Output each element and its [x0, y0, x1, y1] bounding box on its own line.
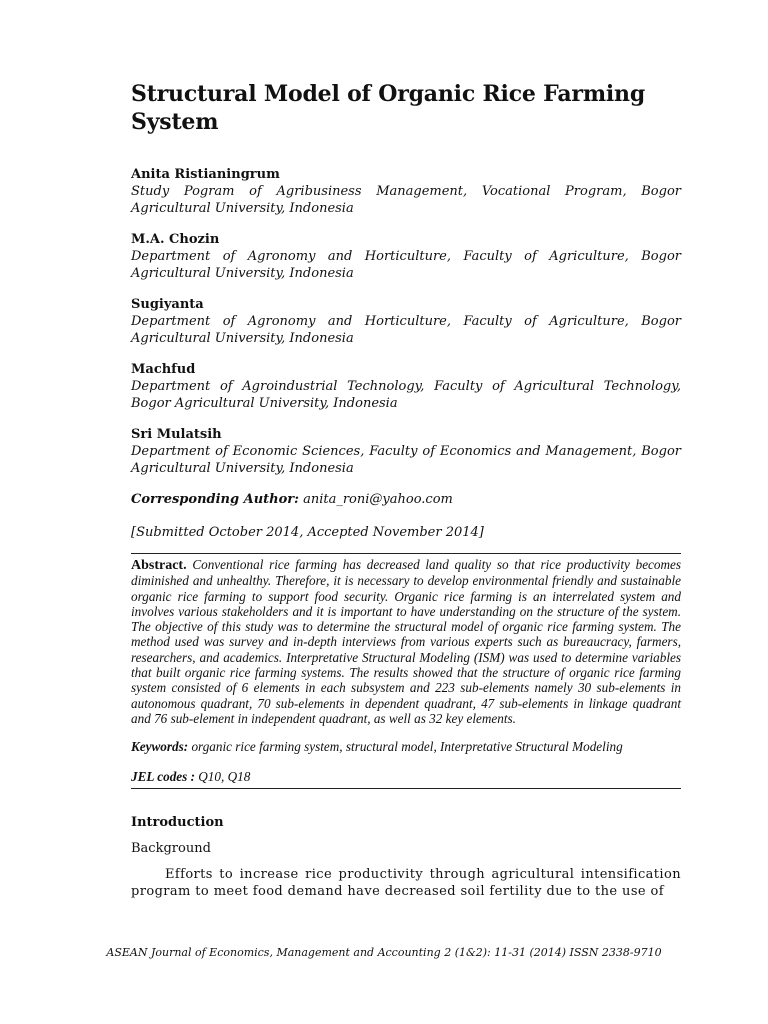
affiliation-inst: , Bogor Agricultural University, Indonesia — [131, 184, 681, 216]
jel-codes — [131, 769, 681, 785]
author-name: Sugiyanta — [131, 297, 204, 312]
affiliation-dept: Department of Agronomy and Horticulture, Faculty of Agriculture, Bogor Agricultural University, Indonesia — [131, 249, 681, 281]
divider — [131, 553, 681, 554]
paper-title: Structural Model of Organic Rice Farming System — [131, 81, 646, 135]
affiliation-inst: , Faculty of Agriculture, Bogor Agricultural University, Indonesia — [131, 314, 681, 346]
abstract — [131, 557, 681, 726]
affiliation-dept: Department of Agroindustrial Technology — [131, 379, 421, 394]
abstract-label: Abstract. — [131, 558, 187, 573]
divider — [131, 788, 681, 789]
author-name: Machfud — [131, 362, 196, 377]
author-block — [131, 231, 681, 282]
corresponding-author — [131, 491, 681, 508]
keywords-label: Keywords: — [131, 739, 189, 755]
author-name: M.A. Chozin — [131, 232, 220, 247]
journal-footer: ASEAN Journal of Economics, Management and Accounting 2 (1&2): 11-31 (2014) ISSN 2338-9710 — [106, 946, 662, 959]
author-affiliation — [131, 183, 681, 217]
affiliation-inst: , Faculty of Agricultural Technology, Bogor Agricultural University, Indonesia — [131, 379, 682, 411]
corresponding-email[interactable]: anita_roni@yahoo.com — [303, 492, 453, 507]
jel-label: JEL codes : — [131, 769, 195, 785]
affiliation-dept: Department of Economic Sciences — [131, 444, 361, 459]
affiliation-dept: Study Pogram of Agribusiness Management, Vocational Program — [131, 184, 623, 199]
corresponding-label: Corresponding Author: — [131, 492, 299, 507]
author-affiliation — [131, 313, 681, 347]
author-affiliation — [131, 378, 681, 412]
author-name: Sri Mulatsih — [131, 427, 222, 442]
author-block — [131, 296, 681, 347]
subsection-heading: Background — [131, 841, 211, 857]
submission-dates: [Submitted October 2014, Accepted November 2014] — [131, 525, 484, 540]
jel-text: Q10, Q18 — [198, 769, 251, 785]
abstract-text: Conventional rice farming has decreased land quality so that rice productivity becomes diminished and unhealthy. Therefore, it is necessary to develop environmental friendly and sustainable organic rice farming to support food security. Organic rice farming is an interrelated system and involves various stakeholders and it is important to have understanding on the structure of the system. The objective of this study was to determine the structural model of organic rice farming system. The method used was survey and in-depth interviews from various experts such as bureaucracy, farmers, researchers, and academics. Interpretative Structural Modeling (ISM) was used to determine variables that built organic rice farming systems. The results showed that the structure of organic rice farming system consisted of 6 elements in each subsystem and 223 sub-elements namely 30 sub-elements in autonomous quadrant, 70 sub-elements in dependent quadrant, 47 sub-elements in linkage quadrant and 76 sub-element in independent quadrant, as well as 32 key elements. — [131, 557, 682, 726]
keywords — [131, 739, 681, 755]
affiliation-inst: , Faculty of Economics and Management, Bogor Agricultural University, Indonesia — [131, 444, 681, 476]
author-affiliation — [131, 248, 681, 282]
author-block — [131, 166, 681, 217]
keywords-text: organic rice farming system, structural model, Interpretative Structural Modeling — [191, 739, 623, 755]
paper-page — [131, 80, 681, 900]
affiliation-dept: Department of Agronomy and Horticulture — [131, 314, 447, 329]
body-paragraph: Efforts to increase rice productivity through agricultural intensification program to meet food demand have decreased soil fertility due to the use of — [131, 867, 681, 900]
section-heading: Introduction — [131, 815, 224, 831]
author-name: Anita Ristianingrum — [131, 167, 280, 182]
author-affiliation — [131, 443, 681, 477]
author-block — [131, 361, 681, 412]
author-block — [131, 426, 681, 477]
